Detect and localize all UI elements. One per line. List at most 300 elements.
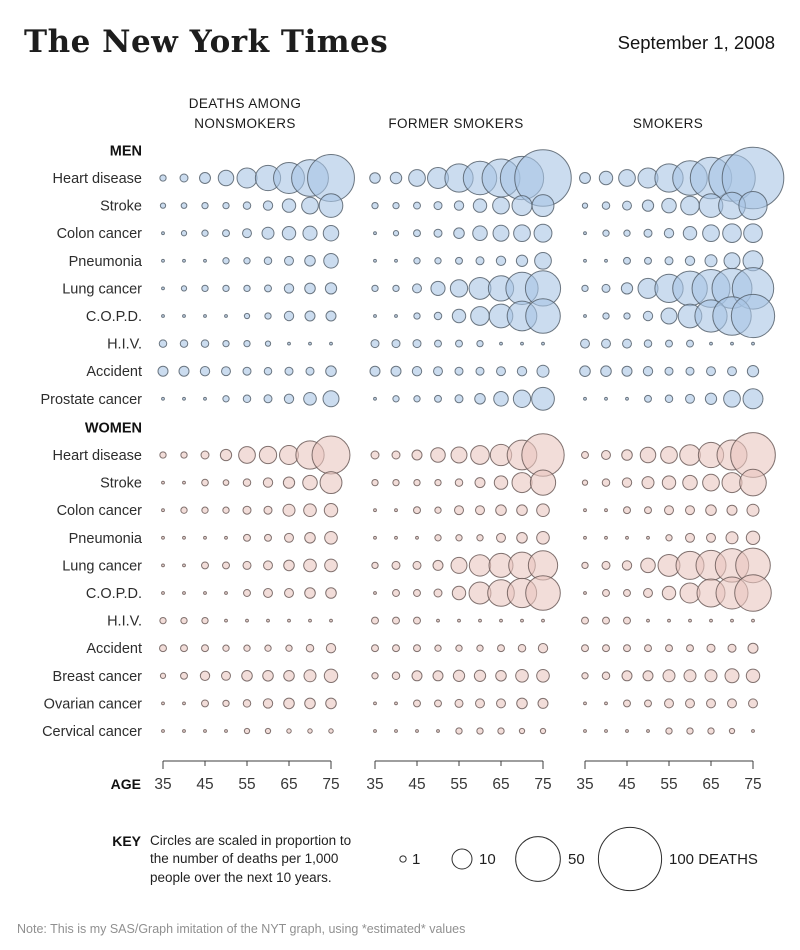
bubble [181, 617, 187, 623]
bubble [603, 645, 610, 652]
bubble [392, 561, 400, 569]
bubble [392, 672, 399, 679]
bubble [474, 670, 485, 681]
bubble [723, 224, 742, 243]
bubble [244, 645, 250, 651]
bubble [265, 313, 271, 319]
bubble [724, 253, 740, 269]
bubble [703, 474, 720, 491]
bubble [584, 397, 587, 400]
bubble [391, 366, 401, 376]
bubble [645, 395, 652, 402]
bubble [683, 475, 698, 490]
row-label: Pneumonia [68, 530, 142, 547]
bubble [264, 561, 273, 570]
key-label: KEY [112, 833, 141, 849]
bubble [243, 479, 250, 486]
bubble [710, 342, 713, 345]
age-tick-label: 35 [366, 776, 384, 793]
bubble [451, 447, 467, 463]
bubble [162, 592, 165, 595]
bubble [603, 313, 609, 319]
bubble [599, 171, 612, 184]
bubble [476, 699, 485, 708]
bubble [498, 645, 505, 652]
bubble [265, 728, 270, 733]
bubble [582, 562, 588, 568]
bubble [642, 477, 654, 489]
bubble [393, 479, 399, 485]
row-label: Prostate cancer [40, 391, 142, 408]
bubble [330, 342, 333, 345]
bubble [538, 644, 547, 653]
age-tick-label: 45 [196, 776, 214, 793]
bubble [374, 730, 377, 733]
bubble [601, 366, 612, 377]
bubble [645, 257, 652, 264]
bubble [602, 202, 609, 209]
bubble [244, 590, 251, 597]
bubble [204, 730, 207, 733]
bubble [304, 670, 316, 682]
row-label: Heart disease [52, 448, 142, 464]
bubble [222, 671, 231, 680]
bubble [392, 451, 400, 459]
bubble [645, 645, 652, 652]
bubble [666, 535, 672, 541]
bubble [453, 670, 464, 681]
bubble [305, 698, 316, 709]
bubble [537, 669, 550, 682]
bubble [414, 700, 421, 707]
bubble [518, 644, 525, 651]
bubble [413, 340, 421, 348]
bubble [619, 170, 636, 187]
bubble [306, 644, 313, 651]
bubble [605, 509, 608, 512]
bubble [305, 533, 316, 544]
bubble [263, 201, 272, 210]
bubble [728, 367, 737, 376]
bubble [643, 311, 652, 320]
footnote: Note: This is my SAS/Graph imitation of the NYT graph, using *estimated* values [17, 922, 466, 936]
bubble [689, 619, 692, 622]
bubble [326, 644, 335, 653]
bubble [393, 285, 399, 291]
bubble [435, 395, 442, 402]
bubble [283, 504, 295, 516]
bubble [326, 698, 337, 709]
key-circle [598, 827, 661, 890]
bubble [265, 285, 272, 292]
bubble [749, 699, 758, 708]
age-tick-label: 75 [322, 776, 340, 793]
bubble [454, 201, 463, 210]
bubble [218, 170, 233, 185]
bubble [201, 451, 209, 459]
bubble [752, 342, 755, 345]
bubble [243, 367, 251, 375]
bubble [223, 396, 229, 402]
row-label: Pneumonia [68, 253, 142, 270]
bubble [433, 671, 443, 681]
bubble [665, 506, 674, 515]
bubble [456, 257, 463, 264]
bubble [395, 509, 398, 512]
bubble [162, 564, 165, 567]
bubble [473, 226, 488, 241]
bubble [202, 645, 209, 652]
bubble [622, 450, 633, 461]
bubble [687, 728, 693, 734]
bubble [263, 671, 274, 682]
bubble [223, 700, 229, 706]
bubble [435, 340, 442, 347]
bubble [707, 699, 716, 708]
bubble [222, 367, 231, 376]
bubble [645, 507, 652, 514]
age-tick-label: 75 [744, 776, 762, 793]
bubble [725, 669, 739, 683]
bubble [479, 619, 482, 622]
bubble [662, 198, 677, 213]
bubble [621, 283, 632, 294]
key-circle [400, 856, 406, 862]
bubble [162, 397, 165, 400]
row-label: C.O.P.D. [85, 309, 142, 325]
panel-title-smokers: SMOKERS [632, 116, 704, 131]
bubble [325, 283, 336, 294]
bubble [626, 536, 629, 539]
bubble [684, 670, 696, 682]
bubble [223, 258, 229, 264]
bubble [748, 643, 758, 653]
bubble [705, 393, 716, 404]
bubble [517, 533, 528, 544]
row-label: Stroke [100, 198, 142, 215]
bubble [223, 202, 229, 208]
bubble [708, 728, 714, 734]
bubble [728, 699, 737, 708]
bubble [263, 699, 272, 708]
bubble [435, 645, 441, 651]
bubble [243, 561, 251, 569]
bubble [623, 339, 632, 348]
bubble [603, 230, 609, 236]
bubble [285, 533, 294, 542]
bubble [239, 447, 256, 464]
bubble [602, 672, 609, 679]
row-label: Stroke [100, 475, 142, 492]
bubble [644, 340, 651, 347]
bubble [455, 506, 464, 515]
bubble [584, 509, 587, 512]
bubble [202, 700, 209, 707]
panel-title-nonsmokers-line1: DEATHS AMONG [188, 96, 302, 111]
bubble [412, 367, 421, 376]
bubble [371, 451, 379, 459]
bubble [706, 505, 717, 516]
bubble [390, 172, 401, 183]
bubble [243, 202, 250, 209]
bubble [605, 397, 608, 400]
bubble [204, 315, 207, 318]
bubble [220, 449, 231, 460]
bubble [244, 340, 250, 346]
bubble [540, 728, 545, 733]
bubble [526, 299, 561, 334]
bubble [727, 505, 737, 515]
bubble [582, 645, 589, 652]
bubble [530, 470, 555, 495]
bubble [319, 194, 343, 218]
bubble [372, 645, 379, 652]
bubble [622, 561, 631, 570]
bubble [304, 392, 317, 405]
bubble [370, 173, 381, 184]
bubble [374, 259, 377, 262]
bubble [473, 199, 486, 212]
bubble [641, 558, 656, 573]
bubble [680, 445, 701, 466]
bubble [434, 367, 443, 376]
bubble [265, 645, 271, 651]
bubble [584, 702, 587, 705]
row-label: Accident [86, 641, 142, 658]
age-tick-label: 35 [576, 776, 594, 793]
bubble [302, 197, 319, 214]
bubble [542, 342, 545, 345]
bubble [622, 478, 631, 487]
bubble [687, 645, 694, 652]
bubble [204, 536, 207, 539]
bubble [320, 472, 342, 494]
bubble [747, 504, 759, 516]
bubble [752, 619, 755, 622]
bubble [323, 391, 339, 407]
bubble [414, 313, 420, 319]
bubble [414, 479, 420, 485]
bubble [285, 367, 293, 375]
bubble [223, 340, 229, 346]
bubble [710, 619, 713, 622]
bubble [532, 195, 554, 217]
bubble [747, 366, 758, 377]
age-tick-label: 65 [492, 776, 510, 793]
bubble [303, 226, 317, 240]
bubble [202, 479, 209, 486]
bubble [264, 257, 271, 264]
bubble [705, 670, 717, 682]
bubble [181, 507, 187, 513]
bubble [285, 256, 294, 265]
bubble [500, 619, 503, 622]
bubble [731, 619, 734, 622]
bubble [434, 202, 442, 210]
bubble [435, 700, 442, 707]
bubble [325, 531, 338, 544]
bubble [746, 669, 759, 682]
bubble [626, 397, 629, 400]
bubble [584, 592, 587, 595]
bubble [374, 397, 377, 400]
bubble [202, 562, 209, 569]
bubble [497, 533, 506, 542]
age-tick-label: 45 [618, 776, 636, 793]
bubble [500, 342, 503, 345]
bubble [431, 448, 446, 463]
bubble [686, 394, 695, 403]
bubble [204, 259, 207, 262]
bubble [538, 698, 548, 708]
date-label: September 1, 2008 [617, 32, 775, 53]
bubble [181, 203, 187, 209]
bubble [160, 452, 166, 458]
bubble [685, 256, 694, 265]
bubble [476, 257, 484, 265]
bubble [324, 504, 337, 517]
bubble [244, 285, 250, 291]
bubble [183, 315, 186, 318]
bubble [731, 294, 774, 337]
bubble [469, 277, 491, 299]
bubble [181, 645, 188, 652]
bubble [244, 258, 250, 264]
bubble [395, 259, 398, 262]
bubble [537, 504, 550, 517]
bubble [183, 481, 186, 484]
bubble [746, 531, 759, 544]
bubble [243, 395, 250, 402]
bubble [603, 617, 610, 624]
bubble [686, 506, 695, 515]
row-label: Lung cancer [62, 558, 142, 575]
bubble [624, 507, 631, 514]
bubble [665, 699, 674, 708]
bubble [325, 559, 338, 572]
bubble [435, 535, 441, 541]
bubble [452, 586, 465, 599]
bubble [707, 533, 716, 542]
bubble [433, 560, 443, 570]
bubble [580, 366, 591, 377]
bubble [602, 339, 611, 348]
bubble [497, 699, 506, 708]
bubble [602, 451, 611, 460]
bubble [434, 589, 442, 597]
bubble [605, 730, 608, 733]
bubble [304, 559, 317, 572]
bubble [622, 366, 632, 376]
row-label: Cervical cancer [42, 724, 142, 740]
bubble [237, 168, 257, 188]
bubble [434, 312, 441, 319]
bubble [450, 280, 467, 297]
age-tick-label: 75 [534, 776, 552, 793]
bubble [496, 505, 507, 516]
bubble [263, 478, 272, 487]
row-label: C.O.P.D. [85, 586, 142, 602]
bubble [372, 617, 379, 624]
age-tick-label: 35 [154, 776, 172, 793]
bubble [202, 285, 208, 291]
bubble [644, 589, 653, 598]
bubble [201, 340, 208, 347]
key-description-line3: people over the next 10 years. [150, 869, 332, 885]
bubble [371, 340, 379, 348]
bubble [512, 473, 532, 493]
bubble [284, 394, 293, 403]
bubble [286, 645, 292, 651]
bubble [223, 645, 229, 651]
bubble [395, 315, 398, 318]
bubble [200, 367, 209, 376]
bubble [179, 366, 189, 376]
bubble [580, 173, 591, 184]
bubble [372, 285, 378, 291]
bubble [602, 479, 609, 486]
bubble [663, 670, 675, 682]
bubble [244, 313, 249, 318]
bubble [267, 619, 270, 622]
bubble [204, 592, 207, 595]
bubble [225, 592, 228, 595]
bubble [640, 447, 655, 462]
bubble [437, 730, 440, 733]
bubble [372, 673, 378, 679]
bubble [582, 673, 588, 679]
bubble [264, 506, 272, 514]
bubble [687, 340, 694, 347]
bubble [661, 447, 678, 464]
bubble [416, 536, 419, 539]
bubble [477, 645, 483, 651]
row-label: H.I.V. [107, 336, 142, 353]
bubble [726, 532, 738, 544]
bubble [374, 536, 377, 539]
bubble [225, 536, 228, 539]
bubble [244, 728, 249, 733]
bubble [180, 340, 187, 347]
bubble [456, 340, 463, 347]
bubble [305, 588, 316, 599]
bubble [414, 230, 421, 237]
bubble [707, 367, 716, 376]
bubble [414, 202, 421, 209]
bubble [244, 534, 251, 541]
bubble [582, 285, 588, 291]
bubble [534, 224, 552, 242]
bubble [162, 536, 165, 539]
bubble [372, 202, 378, 208]
bubble [740, 469, 767, 496]
bubble [264, 395, 272, 403]
bubble [454, 228, 465, 239]
nyt-logo: The New York Times [24, 24, 389, 60]
bubble [665, 367, 673, 375]
bubble [456, 728, 462, 734]
bubble [181, 452, 187, 458]
bubble [661, 308, 677, 324]
bubble [395, 730, 398, 733]
bubble [496, 671, 507, 682]
bubble [624, 230, 630, 236]
age-tick-label: 45 [408, 776, 426, 793]
bubble [309, 342, 312, 345]
bubble [686, 533, 695, 542]
bubble [475, 478, 485, 488]
bubble [542, 619, 545, 622]
